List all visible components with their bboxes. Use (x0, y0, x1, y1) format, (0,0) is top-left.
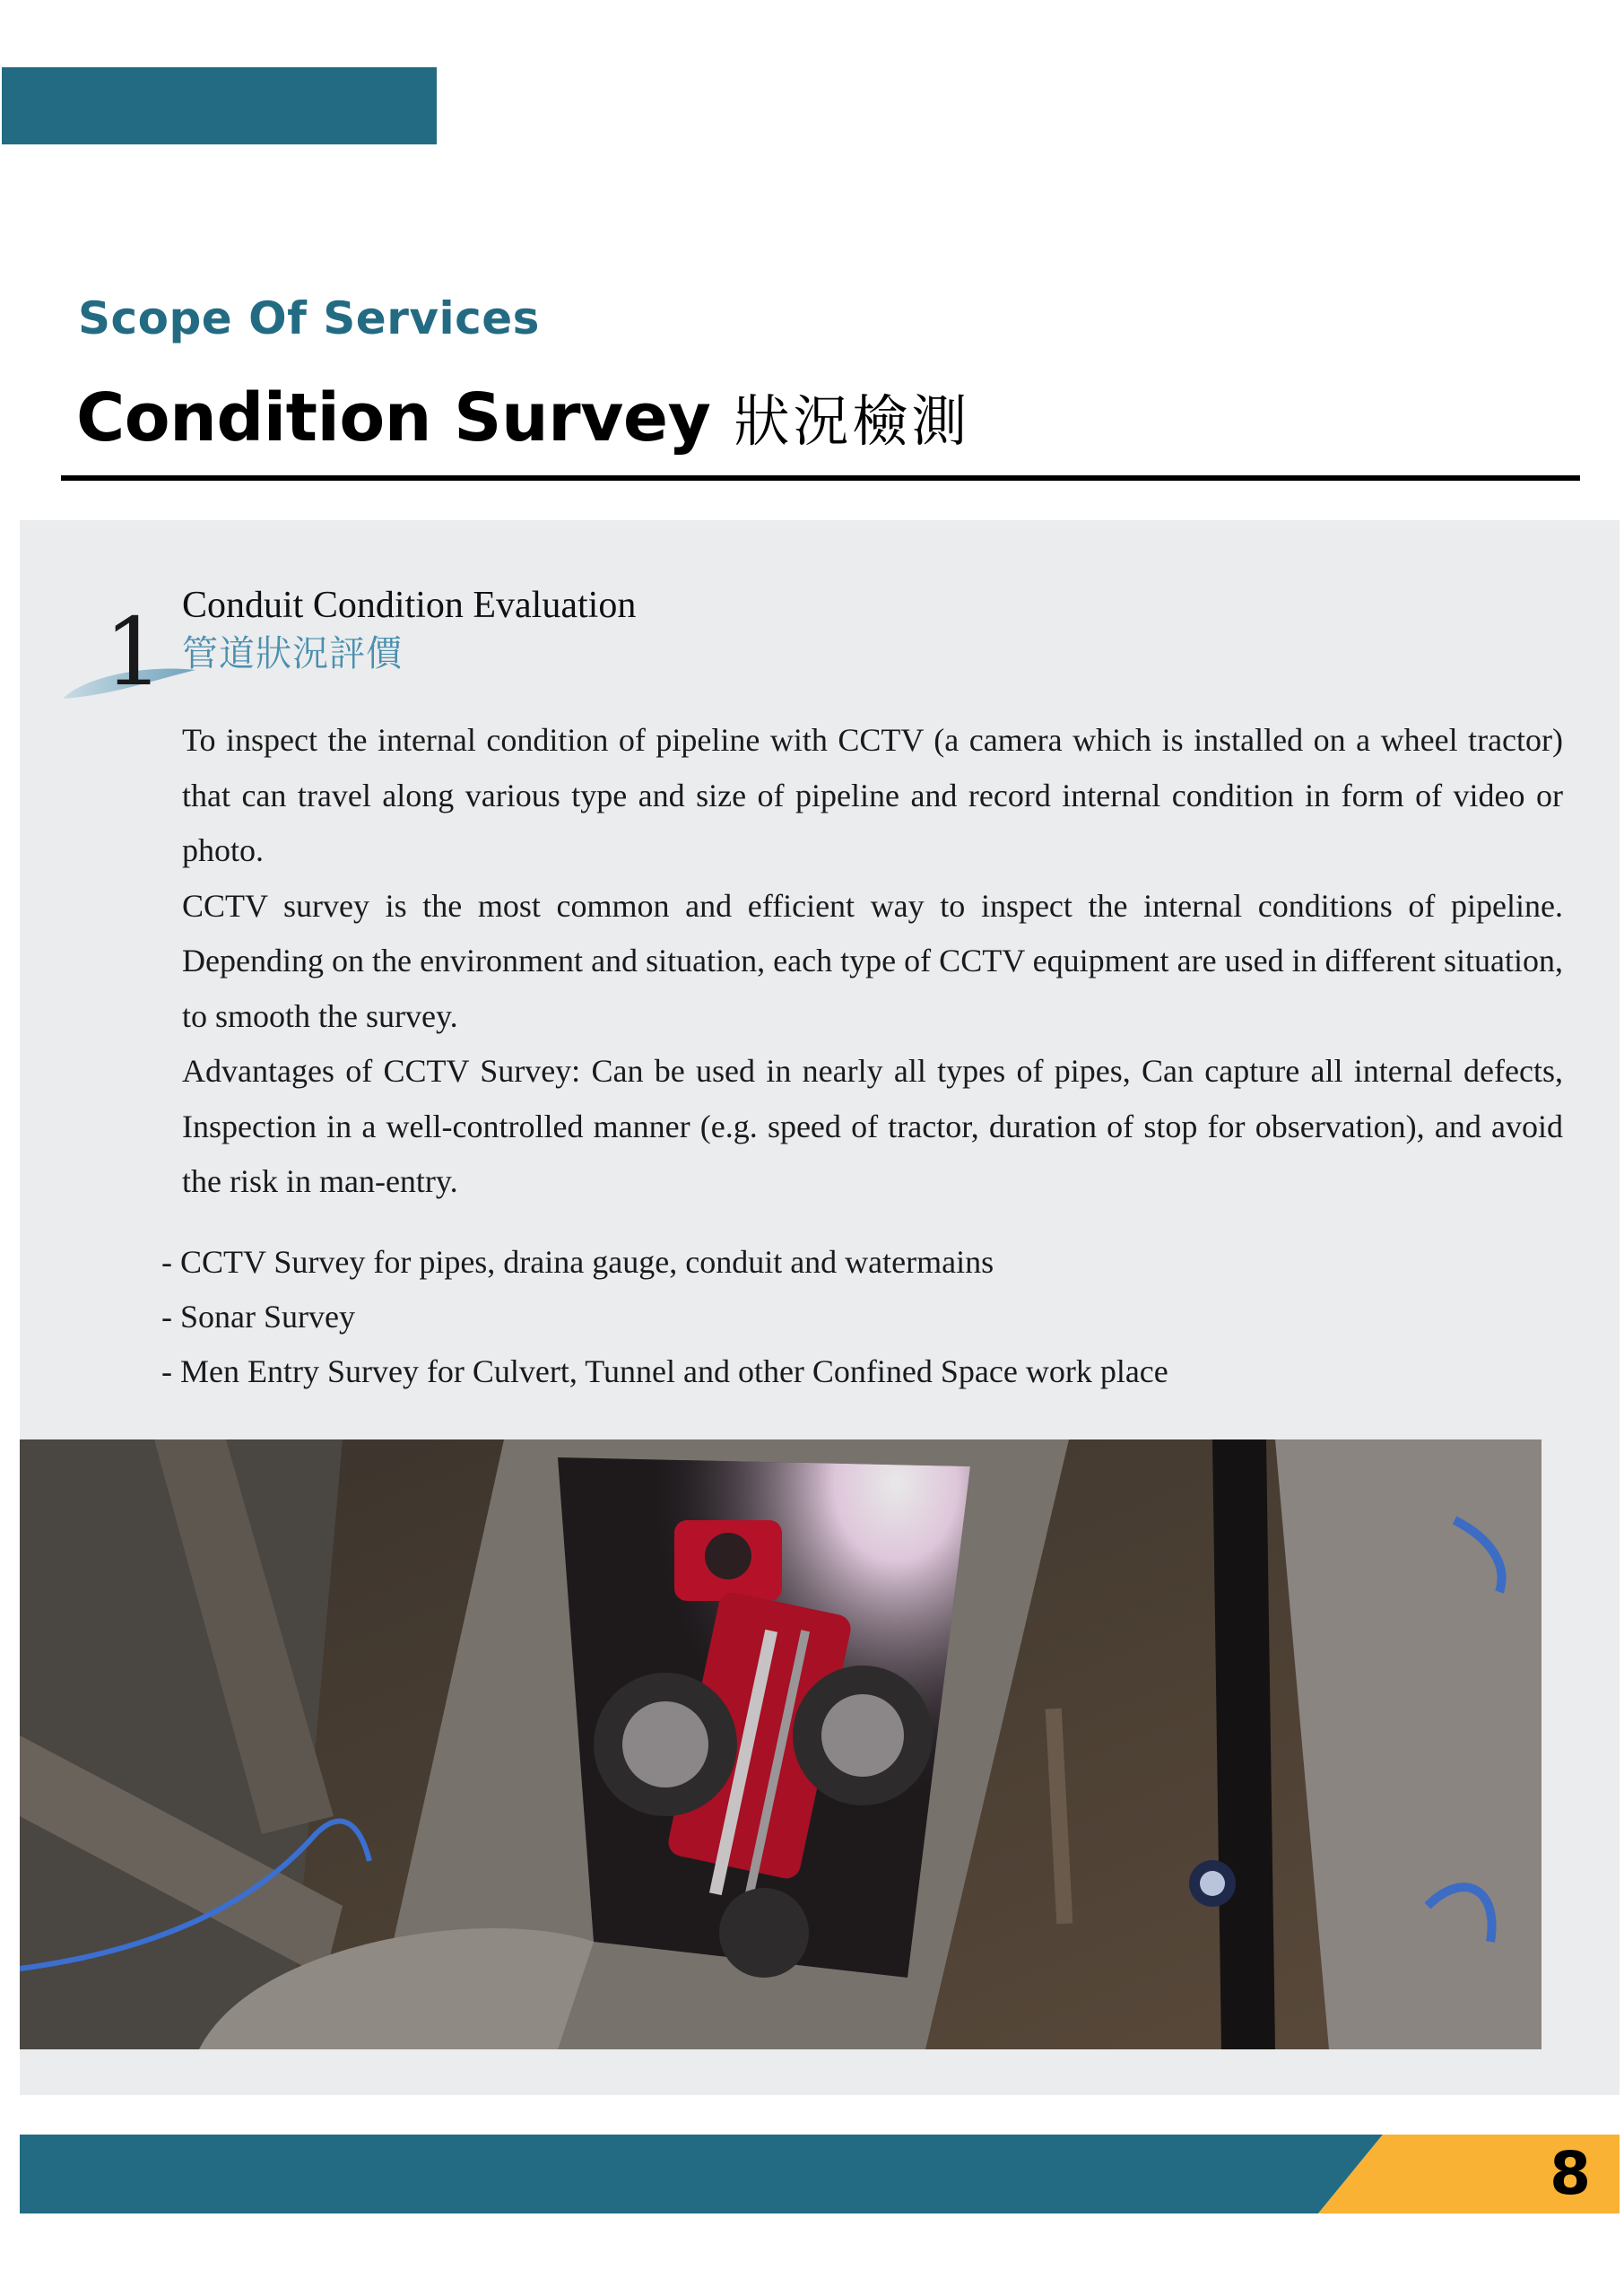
body-paragraph: To inspect the internal condition of pipeline with CCTV (a camera which is installed on a wheel tractor) that can travel along various type and size of pipeline and record internal condition in form of video or photo. (182, 722, 1563, 868)
page-title (76, 377, 970, 457)
services-list (161, 1235, 1168, 1399)
pipe-inspection-robot-illustration (20, 1439, 1541, 2049)
body-paragraph: CCTV survey is the most common and efficient way to inspect the internal conditions of pipeline. Depending on the environment and situation, each type of CCTV equipment are used in different situation, to smooth the survey. (182, 887, 1563, 1034)
section-kicker: Scope Of Services (78, 292, 540, 344)
service-item: - Men Entry Survey for Culvert, Tunnel and other Confined Space work place (161, 1353, 1168, 1389)
section-title: Conduit Condition Evaluation (182, 585, 637, 626)
content-panel (20, 520, 1620, 2095)
header-accent-bar (2, 67, 437, 144)
cctv-tractor-photo (20, 1439, 1541, 2049)
service-item: - CCTV Survey for pipes, draina gauge, conduit and watermains (161, 1244, 994, 1280)
footer-bar (20, 2135, 1620, 2213)
title-divider (61, 475, 1580, 481)
section-number-badge (57, 597, 201, 722)
page-title-zh: 狀況檢測 (734, 388, 971, 454)
section-number: 1 (104, 597, 164, 707)
footer-band-graphic (20, 2135, 1620, 2213)
service-item: - Sonar Survey (161, 1299, 355, 1335)
page-number: 8 (1550, 2139, 1591, 2208)
page-title-en: Condition Survey (76, 379, 711, 457)
section-subtitle-zh: 管道狀況評價 (182, 633, 403, 674)
body-paragraph: Advantages of CCTV Survey: Can be used in nearly all types of pipes, Can capture all internal defects, Inspection in a well-controlled manner (e.g. speed of tractor, duration of stop for observation), and avoid the risk in man-entry. (182, 1053, 1563, 1199)
section-body (182, 713, 1563, 1210)
